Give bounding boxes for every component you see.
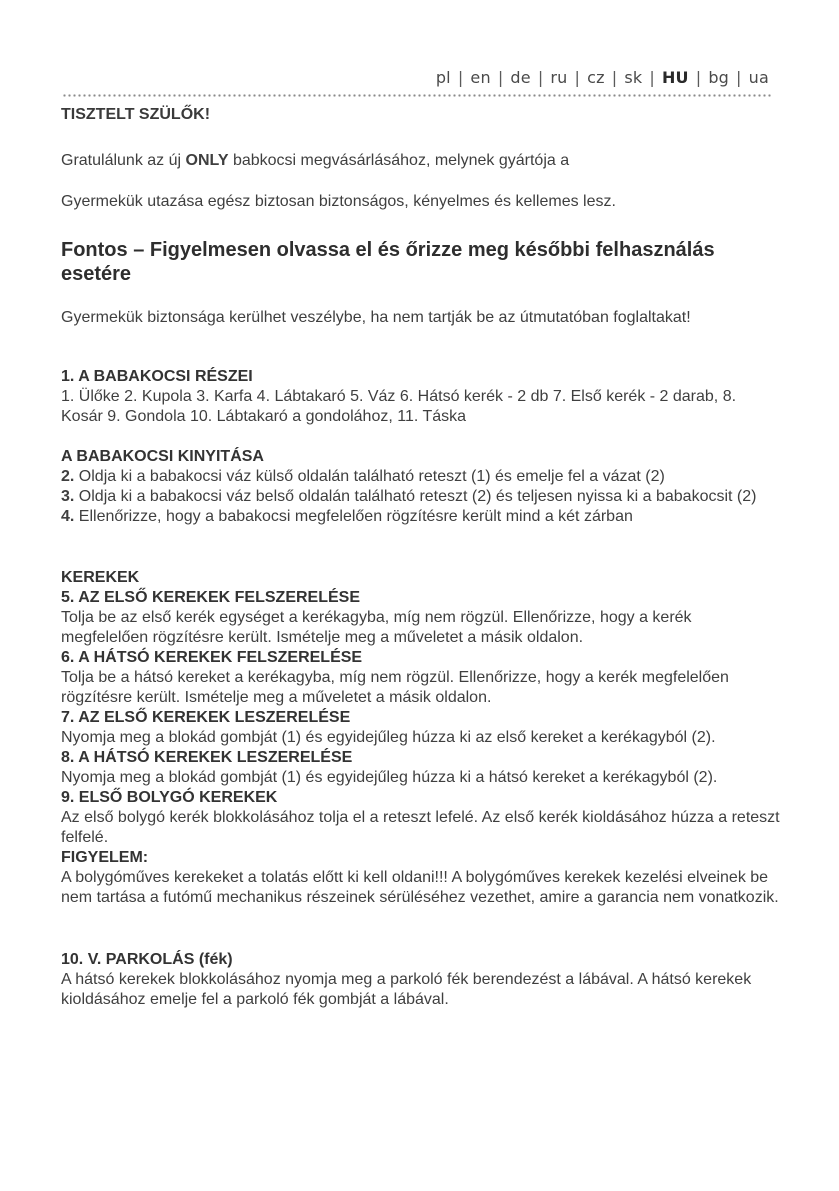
important-title: Fontos – Figyelmesen olvassa el és őrizze meg későbbi felhasználás esetére [61, 239, 715, 285]
parts-list: 1. Ülőke 2. Kupola 3. Karfa 4. Lábtakaró 5. Váz 6. Hátsó kerék - 2 db 7. Első kerék - 2 darab, 8. Kosár 9. Gondola 10. Lábtakaró a gondolához, 11. Táska [61, 388, 737, 425]
step-item [61, 507, 781, 527]
language-option-en[interactable]: en [470, 68, 491, 87]
step-item [61, 467, 781, 487]
section-parts [61, 367, 781, 427]
language-option-de[interactable]: de [510, 68, 531, 87]
language-option-bg[interactable]: bg [708, 68, 730, 87]
separator: | [695, 68, 702, 87]
greeting-heading: TISZTELT SZÜLŐK! [61, 106, 211, 123]
subsection-text: Nyomja meg a blokád gombját (1) és egyidejűleg húzza ki a hátsó kereket a kerékagyból (2). [61, 769, 718, 786]
language-option-pl[interactable]: pl [435, 68, 451, 87]
section-heading: 10. V. PARKOLÁS (fék) [61, 951, 233, 968]
section-opening [61, 447, 781, 527]
step-number: 2. [61, 468, 75, 485]
language-option-ua[interactable]: ua [748, 68, 769, 87]
section-parking [61, 950, 781, 1010]
dotted-divider [62, 94, 771, 97]
subsection-heading: 9. ELSŐ BOLYGÓ KEREKEK [61, 789, 278, 806]
intro-paragraph [61, 151, 781, 171]
warning-text: A bolygóműves kerekeket a tolatás előtt ki kell oldani!!! A bolygóműves kerekek kezelési elveinek be nem tartása a futómű mechanikus részeinek sérüléséhez vezethet, amire a garancia nem vonatkozik. [61, 869, 779, 906]
subsection-heading: 5. AZ ELSŐ KEREKEK FELSZERELÉSE [61, 589, 361, 606]
separator: | [611, 68, 618, 87]
separator: | [537, 68, 544, 87]
step-text: Ellenőrizze, hogy a babakocsi megfelelően rögzítésre került mind a két zárban [74, 508, 633, 525]
separator: | [457, 68, 464, 87]
intro-text-after: babkocsi megvásárlásához, melynek gyártója a [228, 152, 570, 169]
section-heading: KEREKEK [61, 569, 140, 586]
separator: | [497, 68, 504, 87]
language-option-ru[interactable]: ru [550, 68, 568, 87]
intro-paragraph-2: Gyermekük utazása egész biztosan biztonságos, kényelmes és kellemes lesz. [61, 193, 616, 210]
language-option-hu-active[interactable]: HU [661, 68, 689, 87]
step-number: 4. [61, 508, 75, 525]
step-text: Oldja ki a babakocsi váz belső oldalán található reteszt (2) és teljesen nyissa ki a babakocsit (2) [74, 488, 757, 505]
parking-text: A hátsó kerekek blokkolásához nyomja meg a parkoló fék berendezést a lábával. A hátsó kerekek kioldásához emelje fel a parkoló fék gombját a lábával. [61, 971, 752, 1008]
separator: | [649, 68, 655, 87]
subsection-heading: 8. A HÁTSÓ KEREKEK LESZERELÉSE [61, 749, 353, 766]
safety-warning: Gyermekük biztonsága kerülhet veszélybe, ha nem tartják be az útmutatóban foglaltakat! [61, 309, 691, 326]
section-wheels [61, 568, 781, 908]
subsection-text: Az első bolygó kerék blokkolásához tolja el a reteszt lefelé. Az első kerék kioldásához húzza a reteszt felfelé. [61, 809, 780, 846]
language-option-sk[interactable]: sk [624, 68, 643, 87]
subsection-text: Tolja be az első kerék egységet a kerékagyba, míg nem rögzül. Ellenőrizze, hogy a kerék megfelelően rögzítésre került. Ismételje meg a műveletet a másik oldalon. [61, 609, 692, 646]
intro-text-before: Gratulálunk az új [61, 152, 186, 169]
subsection-text: Nyomja meg a blokád gombját (1) és egyidejűleg húzza ki az első kereket a kerékagyból (2). [61, 729, 716, 746]
section-heading: A BABAKOCSI KINYITÁSA [61, 448, 264, 465]
section-heading: 1. A BABAKOCSI RÉSZEI [61, 368, 253, 385]
subsection-heading: 6. A HÁTSÓ KEREKEK FELSZERELÉSE [61, 649, 363, 666]
separator: | [736, 68, 742, 87]
brand-name: ONLY [185, 152, 229, 169]
subsection-text: Tolja be a hátsó kereket a kerékagyba, míg nem rögzül. Ellenőrizze, hogy a kerék megfelelően rögzítésre került. Ismételje meg a műveletet a másik oldalon. [61, 669, 729, 706]
step-item [61, 487, 781, 507]
language-option-cz[interactable]: cz [587, 68, 605, 87]
step-number: 3. [61, 488, 75, 505]
language-selector [436, 68, 769, 87]
separator: | [574, 68, 581, 87]
step-text: Oldja ki a babakocsi váz külső oldalán található reteszt (1) és emelje fel a vázat (2) [74, 468, 665, 485]
warning-heading: FIGYELEM: [61, 849, 149, 866]
subsection-heading: 7. AZ ELSŐ KEREKEK LESZERELÉSE [61, 709, 351, 726]
